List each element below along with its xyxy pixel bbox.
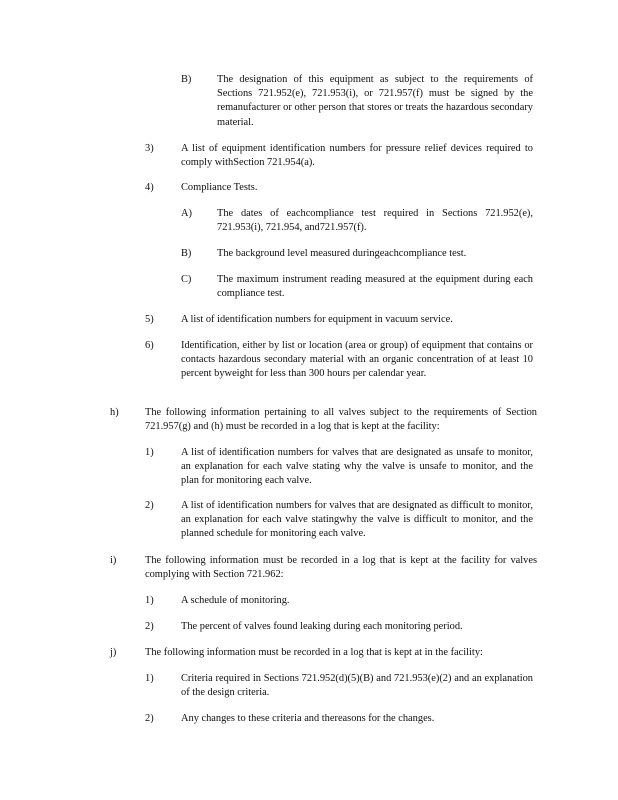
- item-label: B): [181, 74, 192, 85]
- item-text: A list of identification numbers for valves that are designated as unsafe to monitor, an explanation for each valve stating why the valve is unsafe to monitor, and the plan for monitoring each valve.: [181, 447, 533, 487]
- item-text: Identification, either by list or location (area or group) of equipment that contains or contacts hazardous secondary material with an organic concentration of at least 10 percent byweight for less than 300 hours per calendar year.: [181, 340, 533, 380]
- item-text: The percent of valves found leaking during each monitoring period.: [181, 621, 463, 632]
- item-label: 1): [145, 595, 154, 606]
- item-text: The following information must be recorded in a log that is kept at the facility for valves complying with Section 721.962:: [145, 555, 537, 581]
- item-text: The following information must be recorded in a log that is kept at in the facility:: [145, 647, 483, 658]
- item-text: Any changes to these criteria and thereasons for the changes.: [181, 713, 435, 724]
- item-label: 2): [145, 713, 154, 724]
- item-label: h): [110, 407, 119, 418]
- item-text: A list of equipment identification numbers for pressure relief devices required to comply withSection 721.954(a).: [181, 143, 533, 169]
- item-text: The background level measured duringeachcompliance test.: [217, 248, 467, 259]
- item-label: A): [181, 208, 192, 219]
- item-label: 6): [145, 340, 154, 351]
- item-text: A list of identification numbers for valves that are designated as difficult to monitor, an explanation for each valve statingwhy the valve is difficult to monitor, and the planned schedule for monitoring each valve.: [181, 500, 533, 540]
- item-label: C): [181, 274, 192, 285]
- item-label: 2): [145, 621, 154, 632]
- item-label: B): [181, 248, 192, 259]
- item-text: A schedule of monitoring.: [181, 595, 290, 606]
- item-label: 1): [145, 447, 154, 458]
- item-text: The following information pertaining to all valves subject to the requirements of Section 721.957(g) and (h) must be recorded in a log that is kept at the facility:: [145, 407, 537, 433]
- item-label: 4): [145, 182, 154, 193]
- item-label: j): [110, 647, 117, 658]
- item-text: Criteria required in Sections 721.952(d)(5)(B) and 721.953(e)(2) and an explanation of the design criteria.: [181, 673, 533, 699]
- item-label: 3): [145, 143, 154, 154]
- item-text: The dates of eachcompliance test required in Sections 721.952(e), 721.953(i), 721.954, and721.957(f).: [217, 208, 533, 234]
- item-text: The designation of this equipment as subject to the requirements of Sections 721.952(e), 721.953(i), or 721.957(f) must be signed by the remanufacturer or other person that stores or treats the hazardous secondary material.: [217, 74, 533, 128]
- item-text: Compliance Tests.: [181, 182, 258, 193]
- item-label: 2): [145, 500, 154, 511]
- item-text: The maximum instrument reading measured at the equipment during each compliance test.: [217, 274, 533, 300]
- item-label: i): [110, 555, 117, 566]
- item-label: 5): [145, 314, 154, 325]
- item-label: 1): [145, 673, 154, 684]
- item-text: A list of identification numbers for equipment in vacuum service.: [181, 314, 453, 325]
